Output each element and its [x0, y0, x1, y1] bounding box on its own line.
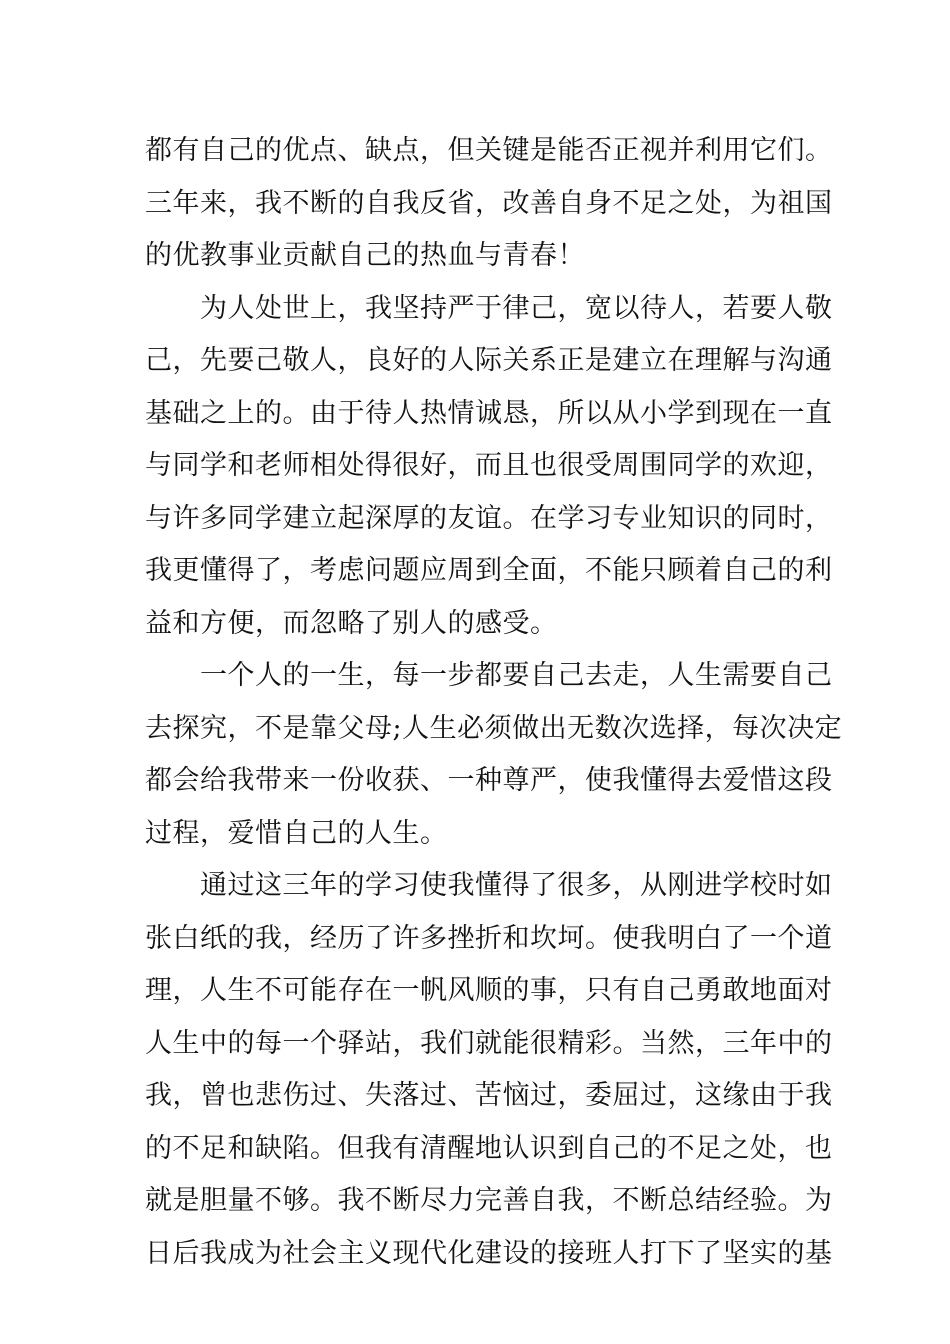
- text-line: 去探究，不是靠父母;人生必须做出无数次选择，每次决定: [145, 712, 843, 744]
- text-line: 日后我成为社会主义现代化建设的接班人打下了坚实的基: [145, 1237, 833, 1269]
- text-line: 理，人生不可能存在一帆风顺的事，只有自己勇敢地面对: [145, 975, 833, 1006]
- text-line: 与同学和老师相处得很好，而且也很受周围同学的欢迎，: [145, 450, 833, 481]
- text-line: 基础之上的。由于待人热情诚恳，所以从小学到现在一直: [145, 397, 833, 429]
- text-line: 的不足和缺陷。但我有清醒地认识到自己的不足之处，也: [145, 1132, 833, 1164]
- body-text: [145, 125, 843, 1280]
- paragraph-start-line: 一个人的一生，每一步都要自己去走，人生需要自己: [200, 660, 833, 691]
- text-line: 的优教事业贡献自己的热血与青春！: [145, 240, 585, 271]
- text-line: 就是胆量不够。我不断尽力完善自我，不断总结经验。为: [145, 1185, 833, 1216]
- text-line: 益和方便，而忽略了别人的感受。: [145, 607, 558, 639]
- text-line: 我，曾也悲伤过、失落过、苦恼过，委屈过，这缘由于我: [145, 1080, 833, 1111]
- text-line: 张白纸的我，经历了许多挫折和坎坷。使我明白了一个道: [145, 922, 833, 954]
- text-line: 都会给我带来一份收获、一种尊严，使我懂得去爱惜这段: [145, 765, 833, 796]
- paragraph-start-line: 为人处世上，我坚持严于律己，宽以待人，若要人敬: [200, 292, 833, 324]
- text-line: 三年来，我不断的自我反省，改善自身不足之处，为祖国: [145, 187, 833, 219]
- text-line: 与许多同学建立起深厚的友谊。在学习专业知识的同时，: [145, 502, 833, 534]
- text-line: 人生中的每一个驿站，我们就能很精彩。当然，三年中的: [145, 1027, 833, 1059]
- paragraph-start-line: 通过这三年的学习使我懂得了很多，从刚进学校时如: [200, 870, 833, 901]
- text-line: 过程，爱惜自己的人生。: [145, 817, 448, 849]
- text-line: 己，先要己敬人，良好的人际关系正是建立在理解与沟通: [145, 345, 833, 376]
- text-line: 都有自己的优点、缺点，但关键是能否正视并利用它们。: [145, 135, 833, 166]
- text-line: 我更懂得了，考虑问题应周到全面，不能只顾着自己的利: [145, 555, 833, 586]
